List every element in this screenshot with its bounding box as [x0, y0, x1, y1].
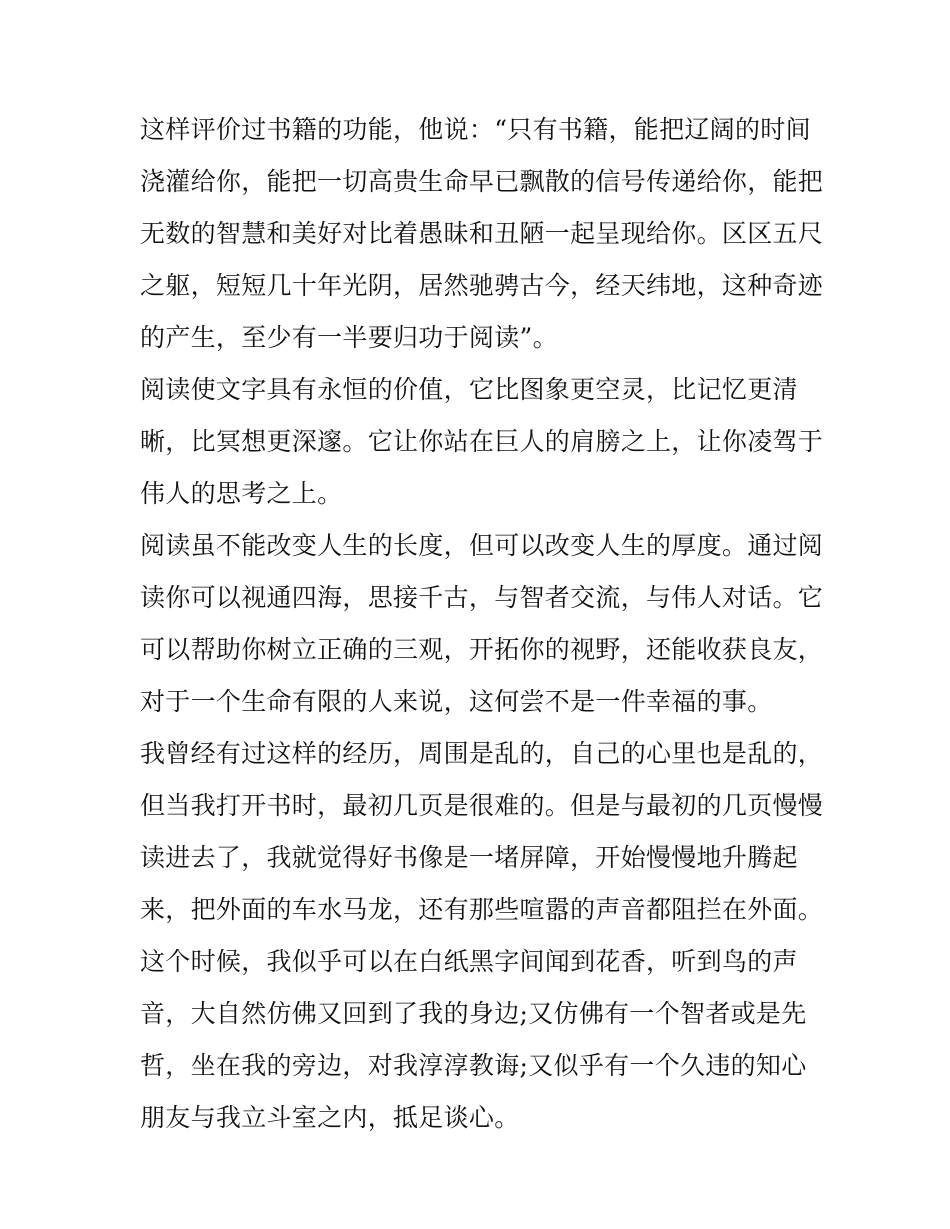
text-line: 阅读使文字具有永恒的价值，它比图象更空灵，比记忆更清	[140, 375, 798, 404]
text-line: 读你可以视通四海，思接千古，与智者交流，与伟人对话。它	[140, 583, 824, 612]
paragraph	[140, 520, 824, 728]
document-body	[140, 104, 824, 1144]
text-line: 可以帮助你树立正确的三观，开拓你的视野，还能收获良友，	[140, 635, 824, 664]
paragraph	[140, 364, 824, 520]
text-line: 伟人的思考之上。	[140, 479, 343, 508]
text-line: 音，大自然仿佛又回到了我的身边;又仿佛有一个智者或是先	[140, 999, 807, 1028]
paragraph	[140, 728, 824, 1144]
text-line: 对于一个生命有限的人来说，这何尝不是一件幸福的事。	[140, 687, 773, 716]
text-line: 浇灌给你，能把一切高贵生命早已飘散的信号传递给你，能把	[140, 167, 824, 196]
text-line: 晰，比冥想更深邃。它让你站在巨人的肩膀之上，让你凌驾于	[140, 427, 824, 456]
text-line: 之躯，短短几十年光阴，居然驰骋古今，经天纬地，这种奇迹	[140, 271, 824, 300]
paragraph	[140, 104, 824, 364]
text-line: 的产生，至少有一半要归功于阅读”。	[140, 323, 558, 352]
text-line: 我曾经有过这样的经历，周围是乱的，自己的心里也是乱的，	[140, 739, 824, 768]
text-line: 哲，坐在我的旁边，对我淳淳教诲;又似乎有一个久违的知心	[140, 1051, 807, 1080]
text-line: 无数的智慧和美好对比着愚昧和丑陋一起呈现给你。区区五尺	[140, 219, 824, 248]
text-line: 但当我打开书时，最初几页是很难的。但是与最初的几页慢慢	[140, 791, 824, 820]
text-line: 这个时候，我似乎可以在白纸黑字间闻到花香，听到鸟的声	[140, 947, 798, 976]
text-line: 这样评价过书籍的功能，他说：“只有书籍，能把辽阔的时间	[140, 115, 811, 144]
text-line: 读进去了，我就觉得好书像是一堵屏障，开始慢慢地升腾起	[140, 843, 798, 872]
text-line: 来，把外面的车水马龙，还有那些喧嚣的声音都阻拦在外面。	[140, 895, 824, 924]
text-line: 朋友与我立斗室之内，抵足谈心。	[140, 1103, 520, 1132]
text-line: 阅读虽不能改变人生的长度，但可以改变人生的厚度。通过阅	[140, 531, 824, 560]
